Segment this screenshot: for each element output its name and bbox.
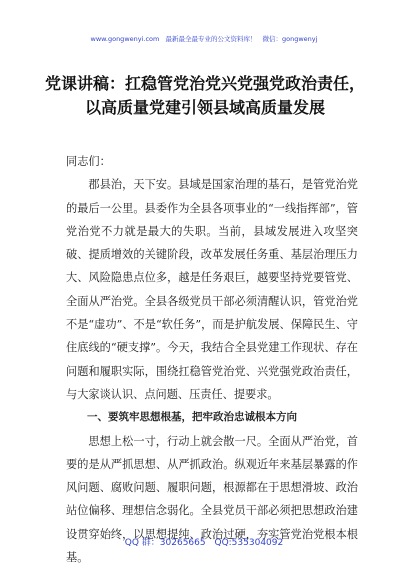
footer-qq-group: QQ 群：30265665 [124,538,206,548]
page-footer [0,535,408,548]
salutation: 同志们： [66,155,111,168]
document-title: 党课讲稿：扛稳管党治党兴党强党政治责任，以高质量党建引领县域高质量发展 [44,74,365,117]
document-body [66,150,358,569]
page-header [0,34,408,43]
intro-paragraph: 郡县治，天下安。县域是国家治理的基石，是管党治党的最后一公里。县委作为全县各项事业的“一线指挥部”，管党治党不力就是最大的失职。当前，县域发展进入攻坚突破、提质增效的关键阶段，改革发展任务重、基层治理压力大、风险隐患点位多，越是任务艰巨，越要坚持党要管党、全面从严治党。全县各级党员干部必须清醒认识，管党治党不是“虚功”、不是“软任务”，而是护航发展、保障民生、守住底线的“硬支撑”。今天，我结合全县党建工作现状、存在问题和履职实际，围绕扛稳管党治党、兴党强党政治责任，与大家谈认识、点问题、压责任、提要求。 [66,178,358,401]
footer-qq: QQ:535304092 [214,538,284,548]
header-slogan: 最新最全最专业的公文资料库！ [165,35,257,43]
header-site-link[interactable]: www.gongwenyi.com [90,35,160,43]
section-heading: 一、要筑牢思想根基，把牢政治忠诚根本方向 [87,411,297,424]
header-wechat: 微信：gongwenyj [262,35,318,43]
section-paragraph: 思想上松一寸，行动上就会散一尺。全面从严治党，首要的是从严抓思想、从严抓政治。纵观近年来基层暴露的作风问题、腐败问题、履职问题，根源都在于思想滑坡、政治站位偏移、理想信念弱化。全县党员干部必须把思想政治建设贯穿始终，以思想提纯、政治过硬，夯实管党治党根本根基。 [66,434,358,565]
